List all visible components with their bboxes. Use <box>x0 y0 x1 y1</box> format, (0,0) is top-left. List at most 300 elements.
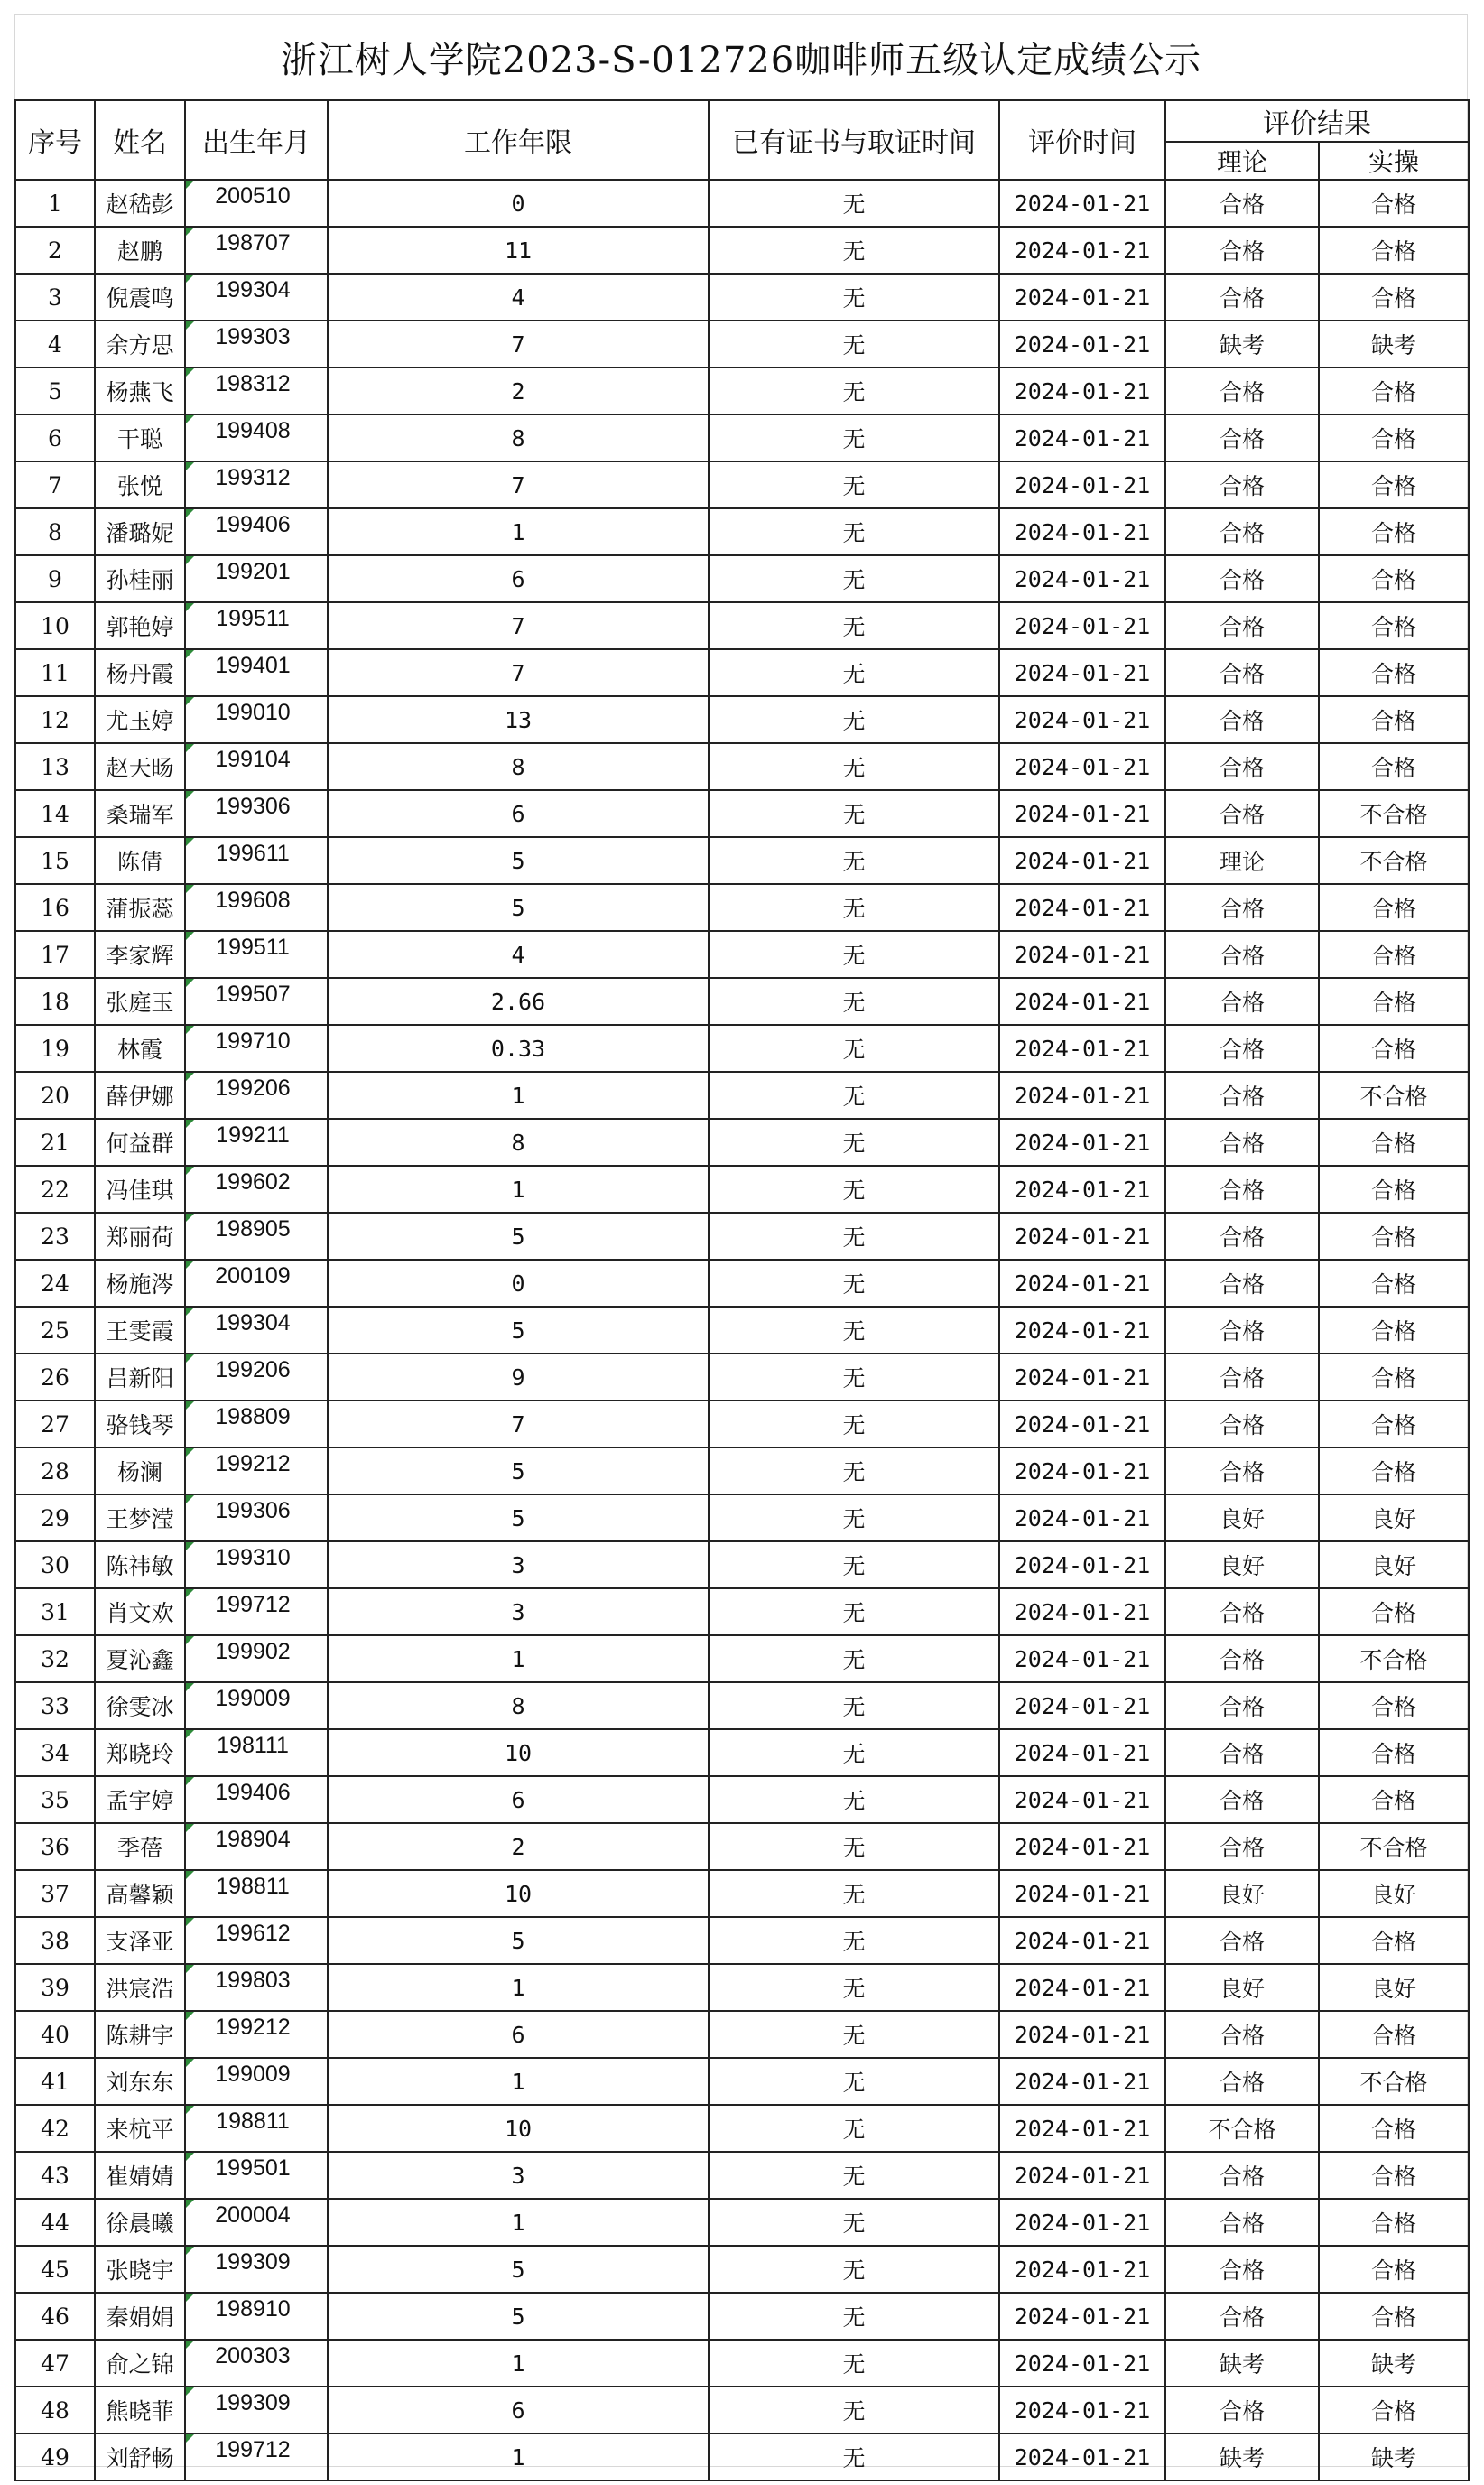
cell-years: 11 <box>328 227 709 274</box>
cell-years: 1 <box>328 1964 709 2011</box>
table-row <box>15 1447 1469 1494</box>
cell-years: 5 <box>328 884 709 931</box>
cell-practice: 良好 <box>1319 1870 1469 1917</box>
cell-theory: 合格 <box>1165 1729 1319 1776</box>
cell-cert: 无 <box>709 2340 999 2387</box>
cell-birth <box>185 1072 328 1119</box>
cell-practice: 合格 <box>1319 743 1469 790</box>
cell-name: 骆钱琴 <box>95 1401 185 1447</box>
cell-practice: 合格 <box>1319 1354 1469 1401</box>
table-row <box>15 1119 1469 1166</box>
header-result: 评价结果 <box>1165 100 1469 142</box>
cell-years: 8 <box>328 1682 709 1729</box>
cell-eval-date: 2024-01-21 <box>999 1447 1165 1494</box>
cell-name: 郑晓玲 <box>95 1729 185 1776</box>
cell-eval-date: 2024-01-21 <box>999 649 1165 696</box>
cell-eval-date: 2024-01-21 <box>999 2340 1165 2387</box>
cell-cert: 无 <box>709 321 999 368</box>
cell-practice: 合格 <box>1319 1025 1469 1072</box>
cell-theory: 合格 <box>1165 649 1319 696</box>
cell-years: 7 <box>328 649 709 696</box>
table-row <box>15 602 1469 649</box>
cell-name: 张庭玉 <box>95 978 185 1025</box>
cell-eval-date: 2024-01-21 <box>999 1776 1165 1823</box>
table-row <box>15 2105 1469 2152</box>
cell-birth <box>185 368 328 414</box>
table-row <box>15 649 1469 696</box>
cell-name: 陈耕宇 <box>95 2011 185 2058</box>
birth-value: 198910 <box>215 2295 291 2322</box>
cell-theory: 缺考 <box>1165 2340 1319 2387</box>
cell-birth <box>185 931 328 978</box>
cell-name: 尤玉婷 <box>95 696 185 743</box>
cell-years: 4 <box>328 931 709 978</box>
cell-cert: 无 <box>709 978 999 1025</box>
cell-seq: 17 <box>15 931 95 978</box>
cell-name: 崔婧婧 <box>95 2152 185 2199</box>
cell-seq: 10 <box>15 602 95 649</box>
cell-years: 7 <box>328 461 709 508</box>
cell-eval-date: 2024-01-21 <box>999 1494 1165 1541</box>
cell-name: 刘舒畅 <box>95 2434 185 2480</box>
birth-value: 199312 <box>215 464 291 490</box>
birth-value: 199501 <box>215 2155 291 2181</box>
table-row <box>15 931 1469 978</box>
table-row <box>15 1682 1469 1729</box>
cell-eval-date: 2024-01-21 <box>999 321 1165 368</box>
birth-value: 199611 <box>216 840 290 866</box>
cell-practice: 合格 <box>1319 368 1469 414</box>
cell-cert: 无 <box>709 1072 999 1119</box>
cell-name: 吕新阳 <box>95 1354 185 1401</box>
birth-value: 199206 <box>215 1075 291 1101</box>
cell-practice: 不合格 <box>1319 2058 1469 2105</box>
cell-name: 赵嵇彭 <box>95 180 185 227</box>
cell-seq: 28 <box>15 1447 95 1494</box>
cell-eval-date: 2024-01-21 <box>999 1541 1165 1588</box>
cell-birth <box>185 837 328 884</box>
cell-practice: 合格 <box>1319 2152 1469 2199</box>
cell-birth <box>185 2105 328 2152</box>
cell-seq: 44 <box>15 2199 95 2246</box>
cell-practice: 缺考 <box>1319 2340 1469 2387</box>
table-row <box>15 1635 1469 1682</box>
cell-years: 5 <box>328 837 709 884</box>
birth-value: 199304 <box>215 1309 291 1336</box>
birth-value: 199511 <box>216 934 290 960</box>
cell-theory: 合格 <box>1165 1447 1319 1494</box>
birth-value: 200303 <box>215 2342 291 2369</box>
cell-years: 6 <box>328 2011 709 2058</box>
cell-birth <box>185 649 328 696</box>
cell-birth <box>185 884 328 931</box>
cell-name: 陈倩 <box>95 837 185 884</box>
cell-theory: 合格 <box>1165 2058 1319 2105</box>
cell-birth <box>185 1166 328 1213</box>
cell-birth <box>185 1729 328 1776</box>
birth-value: 199201 <box>215 558 291 584</box>
cell-eval-date: 2024-01-21 <box>999 790 1165 837</box>
cell-eval-date: 2024-01-21 <box>999 1682 1165 1729</box>
cell-eval-date: 2024-01-21 <box>999 2105 1165 2152</box>
table-row <box>15 1072 1469 1119</box>
cell-theory: 良好 <box>1165 1964 1319 2011</box>
cell-eval-date: 2024-01-21 <box>999 2011 1165 2058</box>
cell-seq: 15 <box>15 837 95 884</box>
cell-name: 季蓓 <box>95 1823 185 1870</box>
table-row <box>15 884 1469 931</box>
cell-name: 高馨颖 <box>95 1870 185 1917</box>
birth-value: 200109 <box>215 1262 291 1289</box>
cell-birth <box>185 2293 328 2340</box>
table-row <box>15 1964 1469 2011</box>
birth-value: 199902 <box>215 1638 291 1664</box>
cell-practice: 合格 <box>1319 414 1469 461</box>
birth-value: 198111 <box>217 1732 289 1758</box>
table-row <box>15 1541 1469 1588</box>
cell-practice: 合格 <box>1319 274 1469 321</box>
cell-eval-date: 2024-01-21 <box>999 1213 1165 1260</box>
cell-years: 6 <box>328 555 709 602</box>
cell-name: 杨丹霞 <box>95 649 185 696</box>
cell-cert: 无 <box>709 227 999 274</box>
cell-cert: 无 <box>709 2058 999 2105</box>
cell-seq: 45 <box>15 2246 95 2293</box>
table-row <box>15 2246 1469 2293</box>
cell-cert: 无 <box>709 274 999 321</box>
cell-theory: 合格 <box>1165 1588 1319 1635</box>
birth-value: 199010 <box>215 699 291 725</box>
table-row <box>15 414 1469 461</box>
birth-value: 199710 <box>215 1028 291 1054</box>
header-years: 工作年限 <box>328 100 709 180</box>
cell-seq: 16 <box>15 884 95 931</box>
cell-birth <box>185 508 328 555</box>
birth-value: 199309 <box>215 2248 291 2275</box>
cell-name: 林霞 <box>95 1025 185 1072</box>
cell-birth <box>185 2340 328 2387</box>
cell-birth <box>185 1354 328 1401</box>
birth-value: 200510 <box>215 182 291 209</box>
header-practice: 实操 <box>1319 142 1469 180</box>
cell-birth <box>185 1307 328 1354</box>
cell-seq: 1 <box>15 180 95 227</box>
birth-value: 199009 <box>215 1685 291 1711</box>
header-birth: 出生年月 <box>185 100 328 180</box>
cell-practice: 良好 <box>1319 1494 1469 1541</box>
cell-birth <box>185 555 328 602</box>
cell-years: 0 <box>328 1260 709 1307</box>
cell-name: 潘璐妮 <box>95 508 185 555</box>
cell-years: 5 <box>328 2293 709 2340</box>
cell-eval-date: 2024-01-21 <box>999 1964 1165 2011</box>
table-row <box>15 2011 1469 2058</box>
table-row <box>15 2058 1469 2105</box>
birth-value: 199212 <box>215 2014 291 2040</box>
cell-cert: 无 <box>709 414 999 461</box>
cell-birth <box>185 1964 328 2011</box>
cell-eval-date: 2024-01-21 <box>999 1260 1165 1307</box>
cell-birth <box>185 1260 328 1307</box>
cell-cert: 无 <box>709 1401 999 1447</box>
table-row <box>15 790 1469 837</box>
cell-cert: 无 <box>709 461 999 508</box>
table-row <box>15 1776 1469 1823</box>
cell-practice: 良好 <box>1319 1964 1469 2011</box>
table-row <box>15 696 1469 743</box>
cell-cert: 无 <box>709 1213 999 1260</box>
cell-cert: 无 <box>709 1729 999 1776</box>
cell-seq: 22 <box>15 1166 95 1213</box>
cell-name: 王雯霞 <box>95 1307 185 1354</box>
cell-theory: 合格 <box>1165 461 1319 508</box>
cell-cert: 无 <box>709 837 999 884</box>
cell-name: 薛伊娜 <box>95 1072 185 1119</box>
cell-theory: 合格 <box>1165 2152 1319 2199</box>
birth-value: 199009 <box>215 2061 291 2087</box>
cell-seq: 33 <box>15 1682 95 1729</box>
cell-seq: 36 <box>15 1823 95 1870</box>
cell-practice: 合格 <box>1319 1119 1469 1166</box>
cell-eval-date: 2024-01-21 <box>999 555 1165 602</box>
cell-years: 0 <box>328 180 709 227</box>
table-body <box>15 180 1469 2480</box>
cell-practice: 合格 <box>1319 2011 1469 2058</box>
cell-seq: 13 <box>15 743 95 790</box>
cell-practice: 合格 <box>1319 2293 1469 2340</box>
cell-years: 1 <box>328 2434 709 2480</box>
cell-birth <box>185 602 328 649</box>
table-row <box>15 2152 1469 2199</box>
cell-seq: 49 <box>15 2434 95 2480</box>
cell-theory: 合格 <box>1165 1354 1319 1401</box>
cell-practice: 不合格 <box>1319 1823 1469 1870</box>
birth-value: 198707 <box>215 229 291 256</box>
cell-eval-date: 2024-01-21 <box>999 1025 1165 1072</box>
cell-birth <box>185 1447 328 1494</box>
cell-name: 徐雯冰 <box>95 1682 185 1729</box>
birth-value: 198904 <box>215 1826 291 1852</box>
cell-birth <box>185 2434 328 2480</box>
birth-value: 198811 <box>216 1873 290 1899</box>
cell-birth <box>185 1494 328 1541</box>
cell-practice: 不合格 <box>1319 1072 1469 1119</box>
cell-cert: 无 <box>709 1166 999 1213</box>
cell-years: 2 <box>328 1823 709 1870</box>
cell-years: 10 <box>328 1729 709 1776</box>
cell-birth <box>185 1588 328 1635</box>
cell-cert: 无 <box>709 931 999 978</box>
cell-practice: 合格 <box>1319 2387 1469 2434</box>
cell-practice: 合格 <box>1319 931 1469 978</box>
cell-eval-date: 2024-01-21 <box>999 180 1165 227</box>
cell-name: 陈祎敏 <box>95 1541 185 1588</box>
cell-seq: 3 <box>15 274 95 321</box>
cell-theory: 合格 <box>1165 1635 1319 1682</box>
cell-name: 郭艳婷 <box>95 602 185 649</box>
cell-eval-date: 2024-01-21 <box>999 1870 1165 1917</box>
cell-eval-date: 2024-01-21 <box>999 2387 1165 2434</box>
cell-name: 杨施涔 <box>95 1260 185 1307</box>
cell-birth <box>185 2152 328 2199</box>
cell-years: 3 <box>328 2152 709 2199</box>
cell-theory: 合格 <box>1165 1260 1319 1307</box>
table-row <box>15 368 1469 414</box>
cell-cert: 无 <box>709 1447 999 1494</box>
cell-eval-date: 2024-01-21 <box>999 2152 1165 2199</box>
cell-theory: 良好 <box>1165 1494 1319 1541</box>
birth-value: 199408 <box>215 417 291 443</box>
cell-practice: 合格 <box>1319 1166 1469 1213</box>
table-row <box>15 1166 1469 1213</box>
cell-theory: 良好 <box>1165 1541 1319 1588</box>
birth-value: 199612 <box>215 1920 291 1946</box>
cell-cert: 无 <box>709 602 999 649</box>
birth-value: 200004 <box>215 2201 291 2228</box>
cell-theory: 合格 <box>1165 2293 1319 2340</box>
cell-cert: 无 <box>709 649 999 696</box>
cell-theory: 合格 <box>1165 1025 1319 1072</box>
cell-eval-date: 2024-01-21 <box>999 1635 1165 1682</box>
cell-seq: 38 <box>15 1917 95 1964</box>
cell-cert: 无 <box>709 555 999 602</box>
cell-name: 赵天旸 <box>95 743 185 790</box>
birth-value: 199310 <box>215 1544 291 1570</box>
cell-birth <box>185 1025 328 1072</box>
cell-theory: 合格 <box>1165 1166 1319 1213</box>
table-row <box>15 180 1469 227</box>
cell-years: 10 <box>328 1870 709 1917</box>
cell-cert: 无 <box>709 743 999 790</box>
cell-seq: 8 <box>15 508 95 555</box>
cell-birth <box>185 1635 328 1682</box>
cell-name: 俞之锦 <box>95 2340 185 2387</box>
cell-cert: 无 <box>709 1354 999 1401</box>
cell-birth <box>185 414 328 461</box>
cell-name: 李家辉 <box>95 931 185 978</box>
cell-years: 1 <box>328 2340 709 2387</box>
cell-cert: 无 <box>709 2293 999 2340</box>
cell-cert: 无 <box>709 790 999 837</box>
cell-seq: 23 <box>15 1213 95 1260</box>
cell-name: 支泽亚 <box>95 1917 185 1964</box>
cell-practice: 合格 <box>1319 1917 1469 1964</box>
cell-theory: 缺考 <box>1165 321 1319 368</box>
cell-practice: 合格 <box>1319 508 1469 555</box>
cell-cert: 无 <box>709 1541 999 1588</box>
cell-years: 10 <box>328 2105 709 2152</box>
cell-practice: 合格 <box>1319 978 1469 1025</box>
birth-value: 199401 <box>215 652 291 678</box>
cell-birth <box>185 1541 328 1588</box>
cell-theory: 合格 <box>1165 1401 1319 1447</box>
cell-theory: 理论 <box>1165 837 1319 884</box>
cell-years: 5 <box>328 2246 709 2293</box>
cell-birth <box>185 2011 328 2058</box>
cell-birth <box>185 1401 328 1447</box>
cell-seq: 41 <box>15 2058 95 2105</box>
cell-cert: 无 <box>709 368 999 414</box>
cell-theory: 不合格 <box>1165 2105 1319 2152</box>
cell-years: 1 <box>328 1072 709 1119</box>
table-row <box>15 1260 1469 1307</box>
cell-name: 王梦滢 <box>95 1494 185 1541</box>
cell-practice: 不合格 <box>1319 790 1469 837</box>
cell-years: 5 <box>328 1447 709 1494</box>
cell-theory: 合格 <box>1165 602 1319 649</box>
cell-years: 0.33 <box>328 1025 709 1072</box>
cell-theory: 合格 <box>1165 274 1319 321</box>
table-row <box>15 2387 1469 2434</box>
birth-value: 199406 <box>215 1779 291 1805</box>
cell-eval-date: 2024-01-21 <box>999 508 1165 555</box>
cell-years: 5 <box>328 1307 709 1354</box>
cell-eval-date: 2024-01-21 <box>999 368 1165 414</box>
cell-practice: 合格 <box>1319 555 1469 602</box>
cell-name: 秦娟娟 <box>95 2293 185 2340</box>
cell-theory: 合格 <box>1165 1307 1319 1354</box>
cell-years: 3 <box>328 1588 709 1635</box>
cell-theory: 合格 <box>1165 180 1319 227</box>
birth-value: 199602 <box>215 1168 291 1195</box>
cell-seq: 4 <box>15 321 95 368</box>
cell-years: 6 <box>328 1776 709 1823</box>
cell-years: 1 <box>328 1166 709 1213</box>
table-row <box>15 461 1469 508</box>
cell-practice: 合格 <box>1319 227 1469 274</box>
cell-practice: 合格 <box>1319 649 1469 696</box>
birth-value: 199712 <box>215 2436 291 2462</box>
cell-years: 2 <box>328 368 709 414</box>
cell-theory: 合格 <box>1165 978 1319 1025</box>
cell-name: 张悦 <box>95 461 185 508</box>
cell-practice: 合格 <box>1319 180 1469 227</box>
table-row <box>15 1494 1469 1541</box>
cell-name: 桑瑞军 <box>95 790 185 837</box>
cell-theory: 合格 <box>1165 2011 1319 2058</box>
cell-theory: 缺考 <box>1165 2434 1319 2480</box>
birth-value: 199104 <box>215 746 291 772</box>
cell-name: 孟宇婷 <box>95 1776 185 1823</box>
cell-eval-date: 2024-01-21 <box>999 1401 1165 1447</box>
table-row <box>15 978 1469 1025</box>
cell-birth <box>185 1917 328 1964</box>
birth-value: 198811 <box>216 2108 290 2134</box>
cell-name: 孙桂丽 <box>95 555 185 602</box>
cell-seq: 27 <box>15 1401 95 1447</box>
birth-value: 199306 <box>215 793 291 819</box>
cell-birth <box>185 2058 328 2105</box>
cell-birth <box>185 1682 328 1729</box>
cell-practice: 合格 <box>1319 2105 1469 2152</box>
cell-cert: 无 <box>709 2199 999 2246</box>
table-row <box>15 321 1469 368</box>
birth-value: 199712 <box>215 1591 291 1617</box>
cell-theory: 合格 <box>1165 931 1319 978</box>
birth-value: 199406 <box>215 511 291 537</box>
cell-cert: 无 <box>709 1307 999 1354</box>
cell-birth <box>185 461 328 508</box>
cell-seq: 12 <box>15 696 95 743</box>
cell-theory: 合格 <box>1165 1823 1319 1870</box>
cell-practice: 不合格 <box>1319 1635 1469 1682</box>
cell-years: 6 <box>328 790 709 837</box>
cell-theory: 合格 <box>1165 1119 1319 1166</box>
cell-years: 1 <box>328 1635 709 1682</box>
cell-seq: 25 <box>15 1307 95 1354</box>
cell-birth <box>185 790 328 837</box>
cell-theory: 合格 <box>1165 1776 1319 1823</box>
